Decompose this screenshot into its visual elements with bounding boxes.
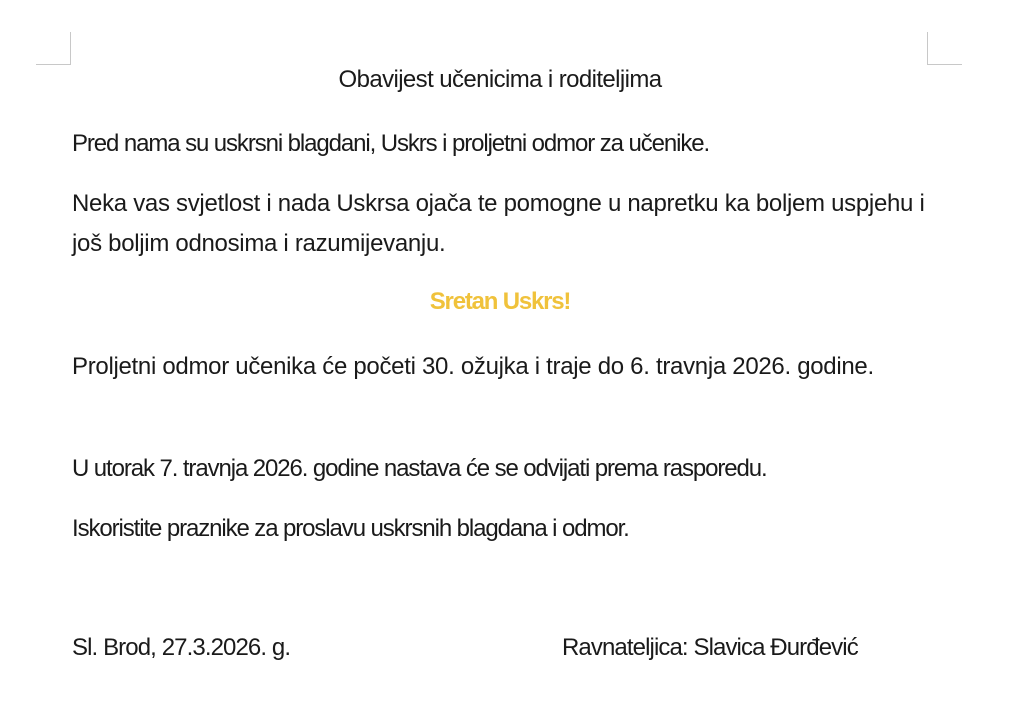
- paragraph-enjoy: Iskoristite praznike za proslavu uskrsnih blagdana i odmor.: [72, 515, 629, 542]
- paragraph-break-dates: Proljetni odmor učenika će početi 30. ožujka i traje do 6. travnja 2026. godine.: [72, 353, 874, 380]
- document-title: Obavijest učenicima i roditeljima: [338, 66, 662, 93]
- place-and-date: Sl. Brod, 27.3.2026. g.: [72, 634, 291, 661]
- paragraph-holidays: Pred nama su uskrsni blagdani, Uskrs i proljetni odmor za učenike.: [72, 130, 710, 157]
- page-corner-mark-top-left: [36, 32, 71, 65]
- paragraph-classes-resume: U utorak 7. travnja 2026. godine nastava će se odvijati prema rasporedu.: [72, 455, 767, 482]
- paragraph-wishes: Neka vas svjetlost i nada Uskrsa ojača te pomogne u napretku ka boljem uspjehu i još boljim odnosima i razumijevanju.: [72, 190, 925, 257]
- principal-signature: Ravnateljica: Slavica Đurđević: [562, 634, 858, 661]
- easter-greeting: Sretan Uskrs!: [429, 288, 571, 315]
- page-corner-mark-top-right: [927, 32, 962, 65]
